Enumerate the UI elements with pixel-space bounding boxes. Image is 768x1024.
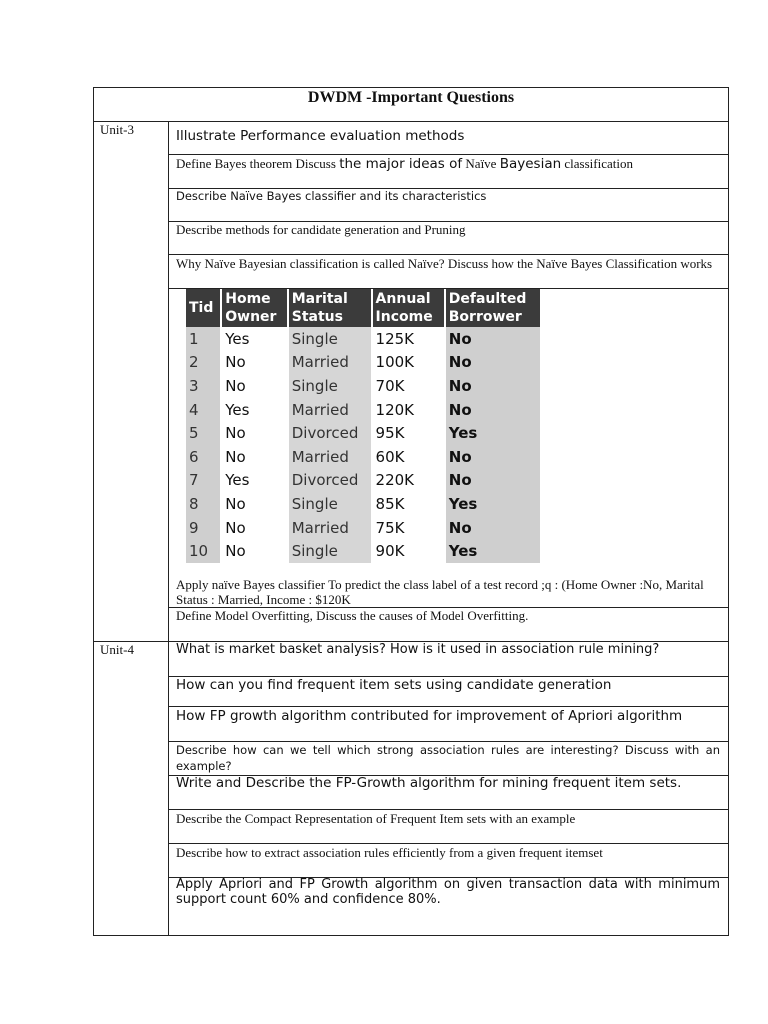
q2-part-e: classification — [561, 156, 633, 171]
dataset-body — [186, 327, 541, 563]
unit4-question-1: What is market basket analysis? How is it used in association rule mining? — [176, 642, 660, 657]
dataset-cell: Yes — [221, 398, 288, 422]
dataset-cell: 10 — [186, 539, 221, 563]
unit3-question-6: Apply naïve Bayes classifier To predict the class label of a test record ;q : (Home Owner :No, Marital Status : Married, Income : $120K — [176, 577, 704, 607]
dataset-header-line1: Home — [225, 291, 271, 307]
dataset-row — [186, 492, 541, 516]
dataset-cell: Yes — [445, 421, 541, 445]
dataset-row — [186, 469, 541, 493]
unit4-question-2: How can you find frequent item sets using candidate generation — [176, 677, 612, 693]
dataset-cell: 220K — [372, 469, 445, 493]
dataset-cell: No — [221, 445, 288, 469]
dataset-cell: 7 — [186, 469, 221, 493]
unit4-question-7: Describe how to extract association rules efficiently from a given frequent itemset — [176, 845, 603, 860]
dataset-header-line1: Marital — [291, 291, 348, 307]
dataset-header-line2: Income — [375, 309, 433, 325]
dataset-cell: 125K — [372, 327, 445, 351]
unit-3-label: Unit-3 — [100, 122, 134, 137]
dataset-cell: Married — [288, 351, 372, 375]
dataset-cell: 6 — [186, 445, 221, 469]
unit4-question-5: Write and Describe the FP-Growth algorithm for mining frequent item sets. — [176, 775, 682, 791]
dataset-cell: 120K — [372, 398, 445, 422]
dataset-cell: No — [445, 469, 541, 493]
dataset-cell: 5 — [186, 421, 221, 445]
dataset-cell: 85K — [372, 492, 445, 516]
column-divider — [168, 121, 169, 936]
dataset-cell: 8 — [186, 492, 221, 516]
dataset-cell: 75K — [372, 516, 445, 540]
q2-part-d: Bayesian — [499, 156, 562, 172]
unit4-question-6: Describe the Compact Representation of Frequent Item sets with an example — [176, 811, 576, 826]
dataset-header-line2: Status — [291, 309, 343, 325]
dataset-cell: Yes — [445, 539, 541, 563]
unit3-question-5: Why Naïve Bayesian classification is called Naïve? Discuss how the Naïve Bayes Classification works — [176, 256, 713, 271]
dataset-header-2 — [288, 289, 372, 327]
dataset-cell: 9 — [186, 516, 221, 540]
dataset-cell: No — [445, 445, 541, 469]
dataset-header-row — [186, 289, 541, 327]
dataset-cell: No — [445, 516, 541, 540]
dataset-header-4 — [445, 289, 541, 327]
dataset-row — [186, 398, 541, 422]
unit4-question-3: How FP growth algorithm contributed for improvement of Apriori algorithm — [176, 708, 683, 724]
dataset-cell: Yes — [221, 327, 288, 351]
dataset-table — [186, 289, 542, 563]
row-divider — [168, 809, 729, 810]
dataset-row — [186, 421, 541, 445]
dataset-cell: No — [221, 492, 288, 516]
dataset-header-0 — [186, 289, 221, 327]
dataset-cell: 60K — [372, 445, 445, 469]
unit4-question-8: Apply Apriori and FP Growth algorithm on given transaction data with minimum support count 60% and confidence 80%. — [176, 877, 720, 907]
dataset-header-3 — [372, 289, 445, 327]
dataset-cell: No — [445, 398, 541, 422]
dataset-cell: No — [445, 351, 541, 375]
dataset-cell: 3 — [186, 374, 221, 398]
dataset-cell: Married — [288, 398, 372, 422]
unit-4-label: Unit-4 — [100, 642, 134, 657]
dataset-cell: No — [221, 351, 288, 375]
dataset-cell: 70K — [372, 374, 445, 398]
row-divider — [168, 154, 729, 155]
q2-part-a: Define Bayes theorem Discuss — [176, 156, 340, 171]
q2-part-b: the major ideas of — [339, 156, 463, 172]
dataset-cell: Single — [288, 374, 372, 398]
dataset-cell: 4 — [186, 398, 221, 422]
dataset-cell: 90K — [372, 539, 445, 563]
dataset-cell: Single — [288, 539, 372, 563]
unit4-question-4: Describe how can we tell which strong association rules are interesting? Discuss with an example? — [176, 743, 720, 773]
dataset-header-line1: Tid — [189, 300, 214, 316]
dataset-cell: Single — [288, 327, 372, 351]
dataset-cell: Yes — [221, 469, 288, 493]
dataset-cell: No — [221, 421, 288, 445]
dataset-cell: Divorced — [288, 421, 372, 445]
dataset-cell: No — [445, 374, 541, 398]
dataset-row — [186, 351, 541, 375]
q2-part-c: Naïve — [462, 156, 500, 171]
dataset-cell: Yes — [445, 492, 541, 516]
dataset-header-line1: Annual — [375, 291, 431, 307]
dataset-header-1 — [221, 289, 288, 327]
dataset-cell: Married — [288, 445, 372, 469]
dataset-header-line1: Defaulted — [448, 291, 527, 307]
dataset-row — [186, 374, 541, 398]
row-divider — [168, 706, 729, 707]
unit3-question-2 — [176, 156, 720, 172]
dataset-row — [186, 327, 541, 351]
dataset-row — [186, 539, 541, 563]
row-divider — [168, 254, 729, 255]
dataset-row — [186, 445, 541, 469]
dataset-header-line2: Borrower — [448, 309, 522, 325]
dataset-cell: No — [221, 539, 288, 563]
dataset-cell: 95K — [372, 421, 445, 445]
unit3-question-4: Describe methods for candidate generation and Pruning — [176, 222, 466, 237]
dataset-cell: No — [445, 327, 541, 351]
dataset-cell: 2 — [186, 351, 221, 375]
dataset-row — [186, 516, 541, 540]
dataset-header-line2: Owner — [225, 309, 277, 325]
dataset-cell: Divorced — [288, 469, 372, 493]
dataset-cell: Single — [288, 492, 372, 516]
unit3-question-1: Illustrate Performance evaluation methods — [176, 128, 465, 144]
row-divider — [168, 843, 729, 844]
unit3-question-7: Define Model Overfitting, Discuss the causes of Model Overfitting. — [176, 608, 529, 623]
dataset-cell: No — [221, 374, 288, 398]
dataset-cell: 100K — [372, 351, 445, 375]
page-title: DWDM -Important Questions — [307, 89, 515, 106]
dataset-cell: 1 — [186, 327, 221, 351]
dataset-cell: Married — [288, 516, 372, 540]
row-divider — [93, 121, 729, 122]
dataset-cell: No — [221, 516, 288, 540]
unit3-question-3: Describe Naïve Bayes classifier and its characteristics — [176, 189, 487, 203]
